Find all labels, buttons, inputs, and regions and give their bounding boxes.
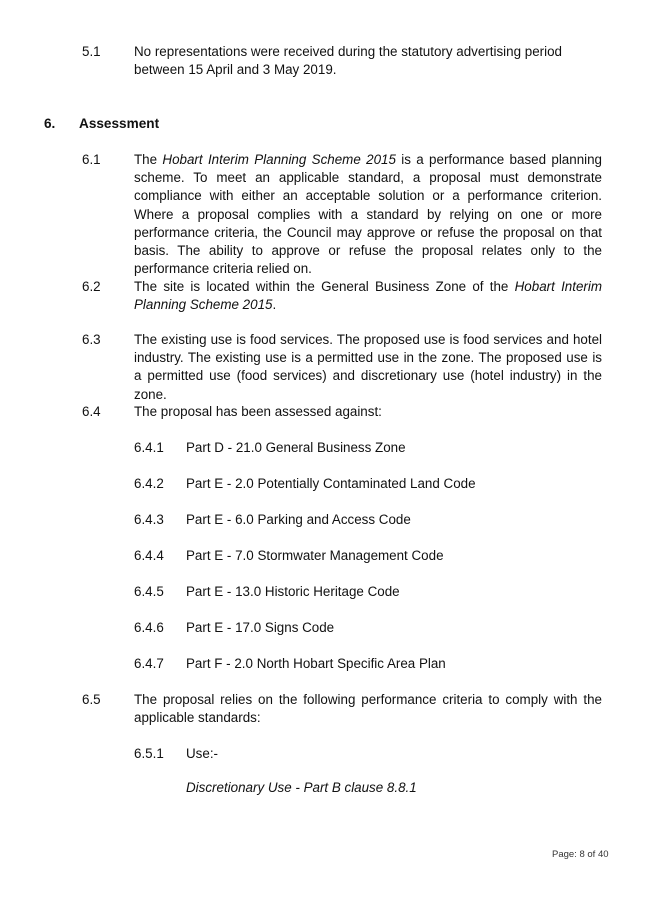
list-item-number: 6.4.2	[134, 476, 164, 491]
list-item-text: Part E - 17.0 Signs Code	[186, 620, 335, 635]
paragraph-text: No representations were received during the statutory advertising period between 15 April and 3 May 2019.	[134, 44, 562, 78]
list-item-number: 6.4.3	[134, 512, 164, 527]
paragraph-text	[134, 278, 602, 314]
list-item	[134, 547, 594, 565]
list-item-text: Part E - 13.0 Historic Heritage Code	[186, 584, 400, 599]
section-number: 6.	[44, 116, 56, 131]
paragraph-5-1	[82, 43, 602, 79]
list-item	[134, 619, 594, 637]
paragraph-6-5	[82, 691, 602, 727]
paragraph-number: 6.2	[82, 279, 101, 294]
list-item	[134, 745, 594, 763]
list-item	[134, 439, 594, 457]
list-item-text: Part D - 21.0 General Business Zone	[186, 440, 406, 455]
list-item-text: Part E - 6.0 Parking and Access Code	[186, 512, 411, 527]
text-run: The site is located within the General Business Zone of the	[134, 279, 515, 294]
text-run: The	[134, 152, 163, 167]
list-item-number: 6.4.4	[134, 548, 164, 563]
list-item	[134, 475, 594, 493]
paragraph-text	[134, 151, 602, 278]
discretionary-use-clause: Discretionary Use - Part B clause 8.8.1	[186, 780, 417, 795]
paragraph-number: 5.1	[82, 44, 101, 59]
text-run: is a performance based planning scheme. To meet an applicable standard, a proposal must demonstrate compliance with either an acceptable solution or a performance criterion. Where a proposal complies with a standard by relying on one or more performance criteria, the Council may approve or refuse the proposal on that basis. The ability to approve or refuse the proposal relates only to the performance criteria relied on.	[134, 152, 603, 277]
paragraph-text: The proposal has been assessed against:	[134, 404, 382, 419]
text-run: .	[272, 297, 277, 313]
paragraph-6-1	[82, 151, 602, 278]
page-number: Page: 8 of 40	[552, 849, 609, 860]
list-item-number: 6.4.7	[134, 656, 164, 671]
list-item-number: 6.4.5	[134, 584, 164, 599]
italic-text-run: Hobart Interim Planning Scheme 2015	[134, 279, 603, 313]
section-title: Assessment	[79, 116, 160, 131]
paragraph-6-2	[82, 278, 602, 314]
list-item	[134, 655, 594, 673]
list-item-text: Part E - 7.0 Stormwater Management Code	[186, 548, 444, 563]
paragraph-number: 6.5	[82, 692, 101, 707]
list-item-number: 6.4.1	[134, 440, 164, 455]
list-item-number: 6.5.1	[134, 746, 164, 761]
paragraph-number: 6.3	[82, 332, 101, 347]
list-item	[134, 583, 594, 601]
paragraph-6-3	[82, 331, 602, 404]
list-item-text: Use:-	[186, 746, 218, 761]
list-item-text: Part F - 2.0 North Hobart Specific Area Plan	[186, 656, 446, 671]
italic-text-run: Hobart Interim Planning Scheme 2015	[162, 152, 396, 167]
paragraph-number: 6.4	[82, 404, 101, 419]
list-item	[134, 511, 594, 529]
paragraph-number: 6.1	[82, 152, 101, 167]
paragraph-text: The existing use is food services. The proposed use is food services and hotel industry. The existing use is a permitted use in the zone. The proposed use is a permitted use (food services) and discretionary use (hotel industry) in the zone.	[134, 332, 602, 402]
paragraph-text: The proposal relies on the following performance criteria to comply with the applicable standards:	[134, 692, 602, 726]
list-item-text: Part E - 2.0 Potentially Contaminated Land Code	[186, 476, 476, 491]
paragraph-6-4	[82, 403, 602, 421]
list-item-number: 6.4.6	[134, 620, 164, 635]
